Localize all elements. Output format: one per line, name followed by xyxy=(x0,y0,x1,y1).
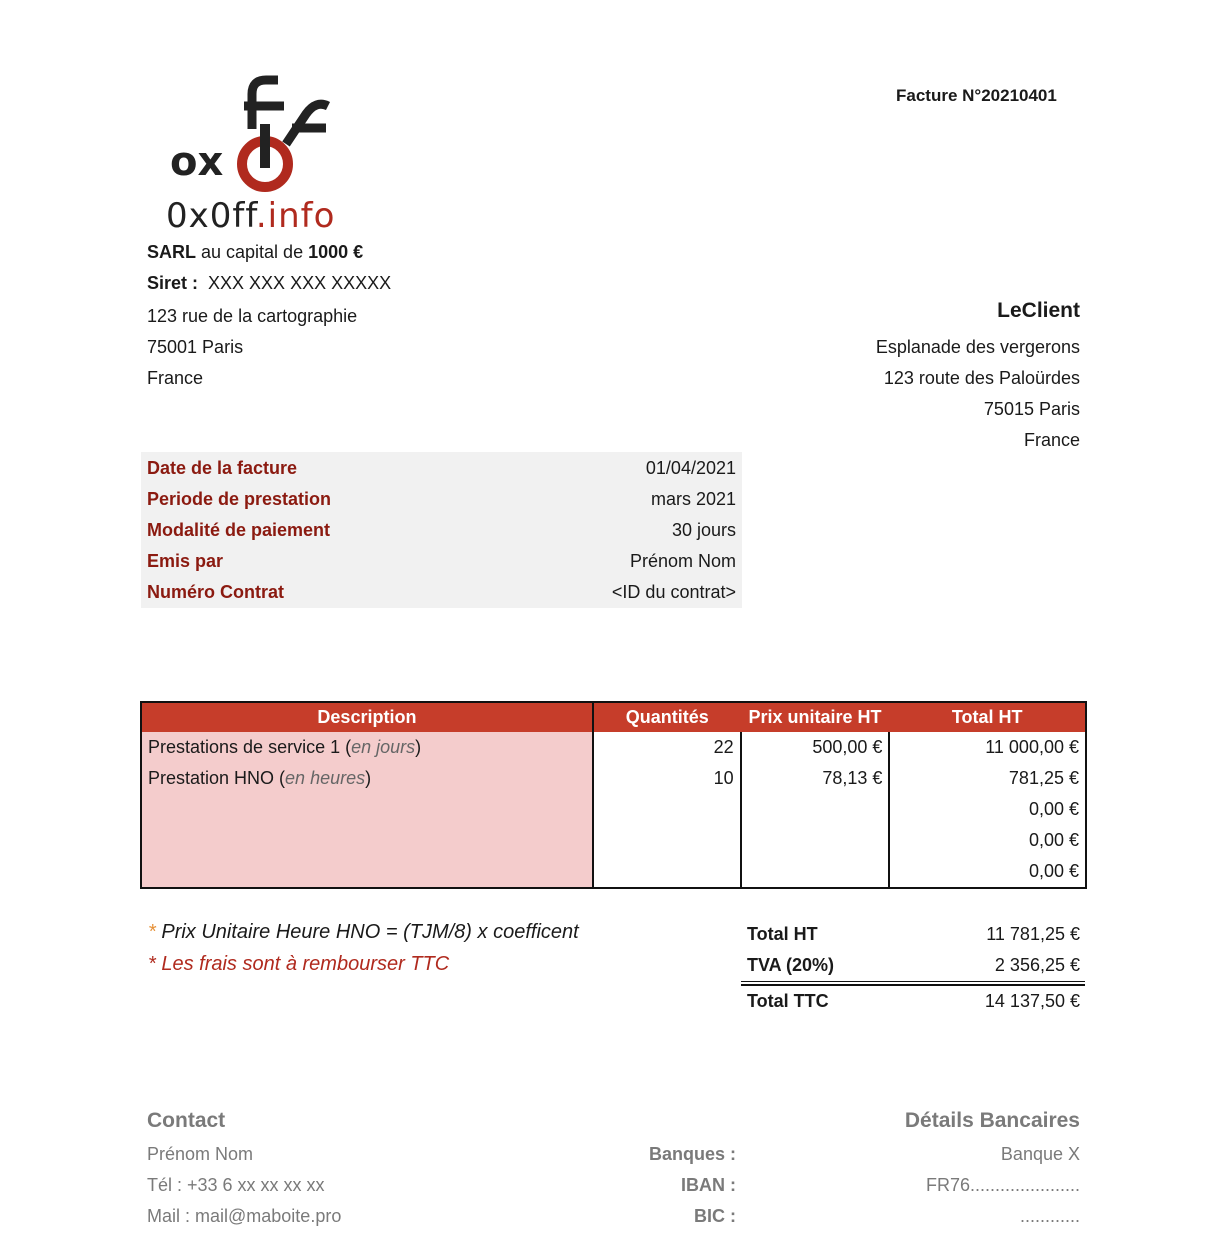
cell-description xyxy=(141,825,593,856)
cell-total: 0,00 € xyxy=(1028,799,1079,819)
total-ht-value: 11 781,25 € xyxy=(986,924,1080,944)
desc-end: ) xyxy=(365,768,372,788)
detail-row-date xyxy=(147,453,736,484)
contact-heading: Contact xyxy=(147,1109,226,1132)
total-ttc-label: Total TTC xyxy=(747,991,829,1011)
desc-main: Prestations de service 1 ( xyxy=(148,737,352,757)
client-line2: 123 route des Paloürdes xyxy=(883,368,1080,388)
desc-unit: en heures xyxy=(285,768,366,788)
bic-label: BIC : xyxy=(694,1206,736,1226)
tva-row xyxy=(741,950,1085,982)
cell-quantity: 10 xyxy=(593,763,741,794)
note-hno xyxy=(148,921,579,944)
company-address-line3: France xyxy=(147,368,204,388)
contact-phone: Tél : +33 6 xx xx xx xx xyxy=(147,1175,325,1195)
detail-label: Emis par xyxy=(147,551,224,571)
client-line3: 75015 Paris xyxy=(983,399,1080,419)
siret-label: Siret : xyxy=(147,273,199,293)
col-header-description: Description xyxy=(141,702,593,732)
cell-total: 781,25 € xyxy=(1008,768,1079,788)
detail-value: Prénom Nom xyxy=(629,551,736,571)
table-row xyxy=(141,825,1086,856)
invoice-title: Facture N°20210401 xyxy=(896,86,1057,105)
total-ht-row xyxy=(741,919,1085,950)
company-legal-prefix: SARL xyxy=(147,242,196,262)
cell-unit-price xyxy=(741,856,890,888)
company-address-line1: 123 rue de la cartographie xyxy=(147,306,358,326)
detail-value: 30 jours xyxy=(671,520,736,540)
cell-quantity: 22 xyxy=(593,732,741,763)
company-legal-mid: au capital de xyxy=(196,242,309,262)
cell-total: 0,00 € xyxy=(1028,830,1079,850)
bic-value: ............ xyxy=(1019,1206,1080,1226)
company-logo xyxy=(166,74,346,204)
iban-value: FR76...................... xyxy=(925,1175,1080,1195)
note-star: * xyxy=(148,921,156,943)
detail-value: <ID du contrat> xyxy=(611,582,736,602)
detail-label: Periode de prestation xyxy=(147,489,332,509)
detail-label: Date de la facture xyxy=(147,458,298,478)
table-header-row xyxy=(141,702,1086,732)
detail-row-payment xyxy=(147,515,736,546)
total-ht-label: Total HT xyxy=(747,924,818,944)
client-line4: France xyxy=(1023,430,1080,450)
cell-quantity xyxy=(593,794,741,825)
detail-label: Modalité de paiement xyxy=(147,520,331,540)
cell-unit-price: 78,13 € xyxy=(741,763,890,794)
col-header-unit-price: Prix unitaire HT xyxy=(741,702,890,732)
col-header-quantity: Quantités xyxy=(593,702,741,732)
siret-value: XXX XXX XXX XXXXX xyxy=(208,273,392,293)
total-ttc-value: 14 137,50 € xyxy=(984,991,1080,1011)
items-table xyxy=(140,701,1087,889)
desc-unit: en jours xyxy=(351,737,416,757)
cell-unit-price: 500,00 € xyxy=(741,732,890,763)
table-row xyxy=(141,794,1086,825)
company-legal xyxy=(147,237,363,268)
cell-total: 11 000,00 € xyxy=(985,737,1079,757)
cell-quantity xyxy=(593,825,741,856)
total-ttc-row xyxy=(741,984,1085,1017)
col-header-total: Total HT xyxy=(889,702,1086,732)
cell-description xyxy=(141,856,593,888)
note-expenses: * Les frais sont à rembourser TTC xyxy=(148,953,450,975)
table-row xyxy=(141,763,1086,794)
tva-value: 2 356,25 € xyxy=(994,955,1080,975)
cell-quantity xyxy=(593,856,741,888)
client-line1: Esplanade des vergerons xyxy=(875,337,1080,357)
cell-description xyxy=(141,794,593,825)
contact-name: Prénom Nom xyxy=(147,1144,254,1164)
logo-brand-dark: 0x0ff xyxy=(166,196,256,236)
company-siret xyxy=(147,268,391,299)
desc-end: ) xyxy=(415,737,422,757)
bank-value: Banque X xyxy=(1000,1144,1080,1164)
detail-row-issuer xyxy=(147,546,736,577)
company-capital: 1000 € xyxy=(308,242,364,262)
svg-text:ox: ox xyxy=(170,139,224,185)
detail-label: Numéro Contrat xyxy=(147,582,285,602)
detail-value: mars 2021 xyxy=(650,489,736,509)
cell-total: 0,00 € xyxy=(1028,861,1079,881)
invoice-details-box xyxy=(141,452,742,608)
bank-label: Banques : xyxy=(648,1144,736,1164)
iban-label: IBAN : xyxy=(681,1175,736,1195)
cell-unit-price xyxy=(741,794,890,825)
logo-brand-red: .info xyxy=(255,196,336,236)
detail-row-contract xyxy=(147,577,736,608)
contact-mail: Mail : mail@maboite.pro xyxy=(147,1206,342,1226)
bank-heading: Détails Bancaires xyxy=(904,1109,1080,1132)
client-name: LeClient xyxy=(997,299,1080,322)
company-address-line2: 75001 Paris xyxy=(147,337,244,357)
logo-mark-icon xyxy=(166,74,346,204)
table-row xyxy=(141,856,1086,888)
logo-wordmark xyxy=(166,196,335,236)
detail-value: 01/04/2021 xyxy=(645,458,736,478)
cell-description xyxy=(141,732,593,763)
cell-unit-price xyxy=(741,825,890,856)
cell-description xyxy=(141,763,593,794)
desc-main: Prestation HNO ( xyxy=(148,768,286,788)
note-hno-text: Prix Unitaire Heure HNO = (TJM/8) x coefficent xyxy=(155,921,579,943)
detail-row-period xyxy=(147,484,736,515)
tva-label: TVA (20%) xyxy=(747,955,835,975)
table-row xyxy=(141,732,1086,763)
